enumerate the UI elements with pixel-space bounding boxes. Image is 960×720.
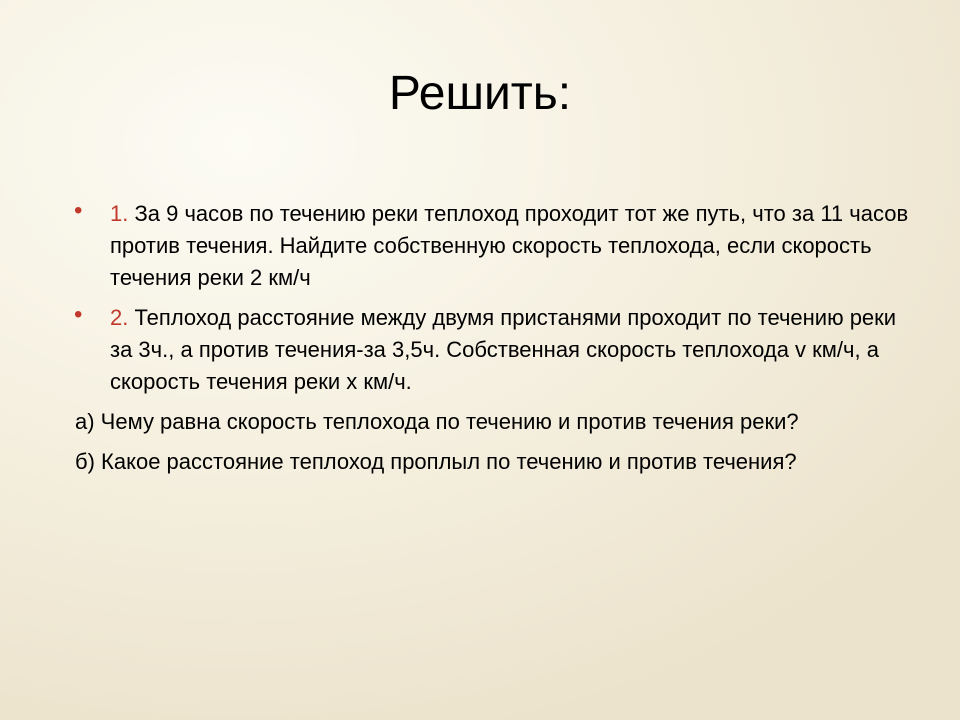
slide-content bbox=[72, 198, 912, 486]
item-text: Теплоход расстояние между двумя пристанями проходит по течению реки за 3ч., а против течения-за 3,5ч. Собственная скорость теплохода v км/ч, а скорость течения реки x км/ч. bbox=[110, 305, 897, 394]
slide-title: Решить: bbox=[388, 67, 572, 120]
bullet-icon: • bbox=[74, 301, 83, 328]
question-b: б) Какое расстояние теплоход проплыл по течению и против течения? bbox=[75, 449, 797, 474]
bullet-icon: • bbox=[74, 197, 83, 224]
item-text: За 9 часов по течению реки теплоход проходит тот же путь, что за 11 часов против течения. Найдите собственную скорость теплохода, если скорость течения реки 2 км/ч bbox=[110, 201, 909, 290]
item-number: 1. bbox=[110, 201, 129, 226]
list-item-2 bbox=[72, 302, 912, 398]
question-a: а) Чему равна скорость теплохода по течению и против течения реки? bbox=[75, 409, 799, 434]
item-number: 2. bbox=[110, 305, 129, 330]
list-item-1 bbox=[72, 198, 912, 294]
